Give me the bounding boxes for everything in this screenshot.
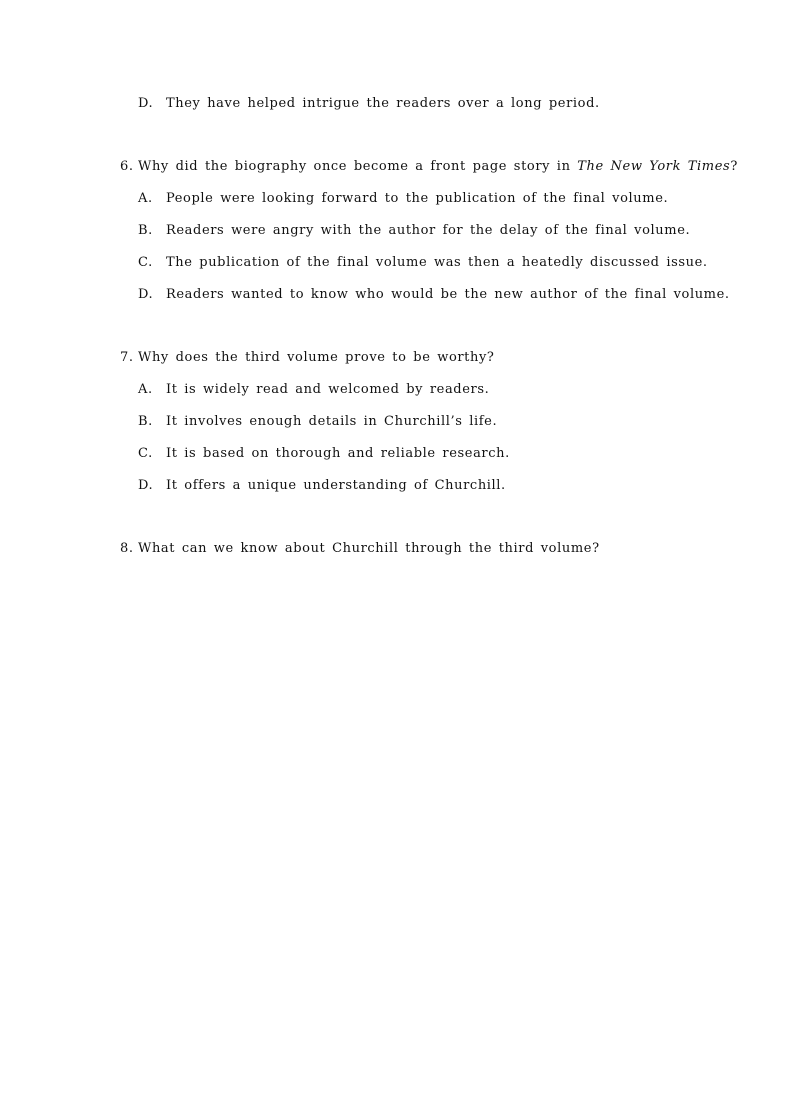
- question-number: 8.: [120, 541, 134, 556]
- question-7-option-c: [138, 446, 510, 462]
- question-7: [120, 350, 495, 366]
- question-8: [120, 541, 600, 557]
- option-text: Readers wanted to know who would be the new author of the final volume.: [166, 287, 730, 302]
- question-7-option-d: [138, 478, 506, 494]
- question-text: Why does the third volume prove to be worthy?: [138, 350, 495, 365]
- option-letter: A.: [138, 382, 153, 397]
- option-text: It offers a unique understanding of Churchill.: [166, 478, 506, 493]
- option-text: Readers were angry with the author for the delay of the final volume.: [166, 223, 691, 238]
- option-text: It involves enough details in Churchill’s life.: [166, 414, 498, 429]
- question-number: 7.: [120, 350, 134, 365]
- option-letter: C.: [138, 255, 153, 270]
- option-text: The publication of the final volume was then a heatedly discussed issue.: [166, 255, 708, 270]
- newspaper-title: The New York Times: [577, 159, 731, 174]
- option-text: It is widely read and welcomed by readers.: [166, 382, 490, 397]
- question-6-option-b: [138, 223, 690, 239]
- question-number: 6.: [120, 159, 134, 174]
- option-letter: A.: [138, 191, 153, 206]
- option-d-prev: [138, 96, 600, 112]
- option-letter: B.: [138, 414, 153, 429]
- option-text: They have helped intrigue the readers over a long period.: [166, 96, 600, 111]
- option-letter: B.: [138, 223, 153, 238]
- question-6-option-d: [138, 287, 730, 303]
- option-letter: D.: [138, 287, 154, 302]
- question-punctuation: ?: [730, 159, 738, 174]
- option-letter: C.: [138, 446, 153, 461]
- option-text: People were looking forward to the publication of the final volume.: [166, 191, 669, 206]
- question-6-option-a: [138, 191, 668, 207]
- question-7-option-b: [138, 414, 497, 430]
- question-6-option-c: [138, 255, 708, 271]
- question-7-option-a: [138, 382, 489, 398]
- question-text: What can we know about Churchill through the third volume?: [138, 541, 600, 556]
- option-letter: D.: [138, 478, 154, 493]
- question-text: Why did the biography once become a front page story in: [138, 159, 578, 174]
- question-6: [120, 159, 738, 175]
- option-letter: D.: [138, 96, 154, 111]
- option-text: It is based on thorough and reliable research.: [166, 446, 510, 461]
